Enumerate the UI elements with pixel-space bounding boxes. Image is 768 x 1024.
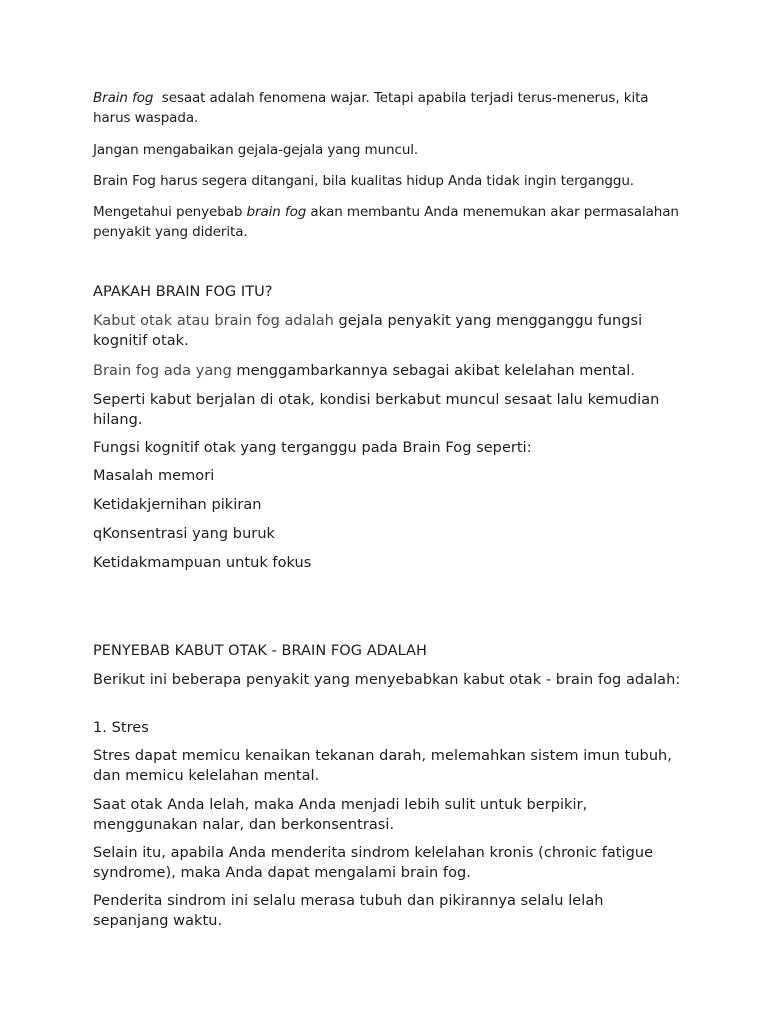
list-item: Ketidakmampuan untuk fokus	[93, 555, 312, 571]
section1-paragraph-1	[93, 311, 683, 351]
intro-paragraph-3: Brain Fog harus segera ditangani, bila kualitas hidup Anda tidak ingin terganggu.	[93, 173, 634, 189]
section1-paragraph-4: Fungsi kognitif otak yang terganggu pada Brain Fog seperti:	[93, 440, 532, 456]
intro-paragraph-4-post: akan membantu Anda menemukan akar permasalahan penyakit yang diderita.	[93, 204, 684, 240]
list-item: Masalah memori	[93, 468, 215, 484]
section2-paragraph-2: Stres dapat memicu kenaikan tekanan darah, melemahkan sistem imun tubuh, dan memicu kelelahan mental.	[93, 748, 672, 784]
brain-fog-emphasis: Brain fog	[93, 90, 154, 106]
section1-paragraph-2-text: menggambarkannya sebagai akibat kelelahan mental	[231, 363, 631, 379]
intro-paragraph-4	[93, 202, 683, 242]
intro-paragraph-2: Jangan mengabaikan gejala-gejala yang muncul.	[93, 142, 419, 158]
section1-paragraph-2-light: Brain fog ada yang	[93, 363, 232, 379]
section-heading-penyebab: PENYEBAB KABUT OTAK - BRAIN FOG ADALAH	[93, 643, 427, 659]
section2-paragraph-1: Berikut ini beberapa penyakit yang menyebabkan kabut otak - brain fog adalah:	[93, 672, 681, 688]
intro-paragraph-4-pre: Mengetahui penyebab	[93, 204, 247, 220]
section2-paragraph-3: Saat otak Anda lelah, maka Anda menjadi lebih sulit untuk berpikir, menggunakan nalar, dan berkonsentrasi.	[93, 797, 588, 833]
section2-paragraph-5: Penderita sindrom ini selalu merasa tubuh dan pikirannya selalu lelah sepanjang waktu.	[93, 893, 604, 929]
section1-paragraph-1-text: gejala penyakit yang mengganggu fungsi kognitif otak.	[93, 313, 647, 349]
section1-paragraph-1-light: Kabut otak atau brain fog adalah	[93, 313, 334, 329]
numbered-item-stres: 1. Stres	[93, 720, 149, 736]
section-heading-apakah: APAKAH BRAIN FOG ITU?	[93, 284, 273, 300]
section2-paragraph-4: Selain itu, apabila Anda menderita sindrom kelelahan kronis (chronic fatigue syndrome), maka Anda dapat mengalami brain fog.	[93, 845, 654, 881]
list-item: Ketidakjernihan pikiran	[93, 497, 262, 513]
intro-paragraph-1	[93, 88, 683, 128]
section1-paragraph-3: Seperti kabut berjalan di otak, kondisi berkabut muncul sesaat lalu kemudian hilang.	[93, 392, 660, 428]
brain-fog-emphasis: brain fog	[246, 204, 307, 220]
list-item: qKonsentrasi yang buruk	[93, 526, 276, 542]
section1-paragraph-2-end: .	[630, 363, 636, 379]
section1-paragraph-2	[93, 361, 683, 381]
intro-paragraph-1-text: sesaat adalah fenomena wajar. Tetapi apabila terjadi terus-menerus, kita harus waspada.	[93, 90, 653, 126]
